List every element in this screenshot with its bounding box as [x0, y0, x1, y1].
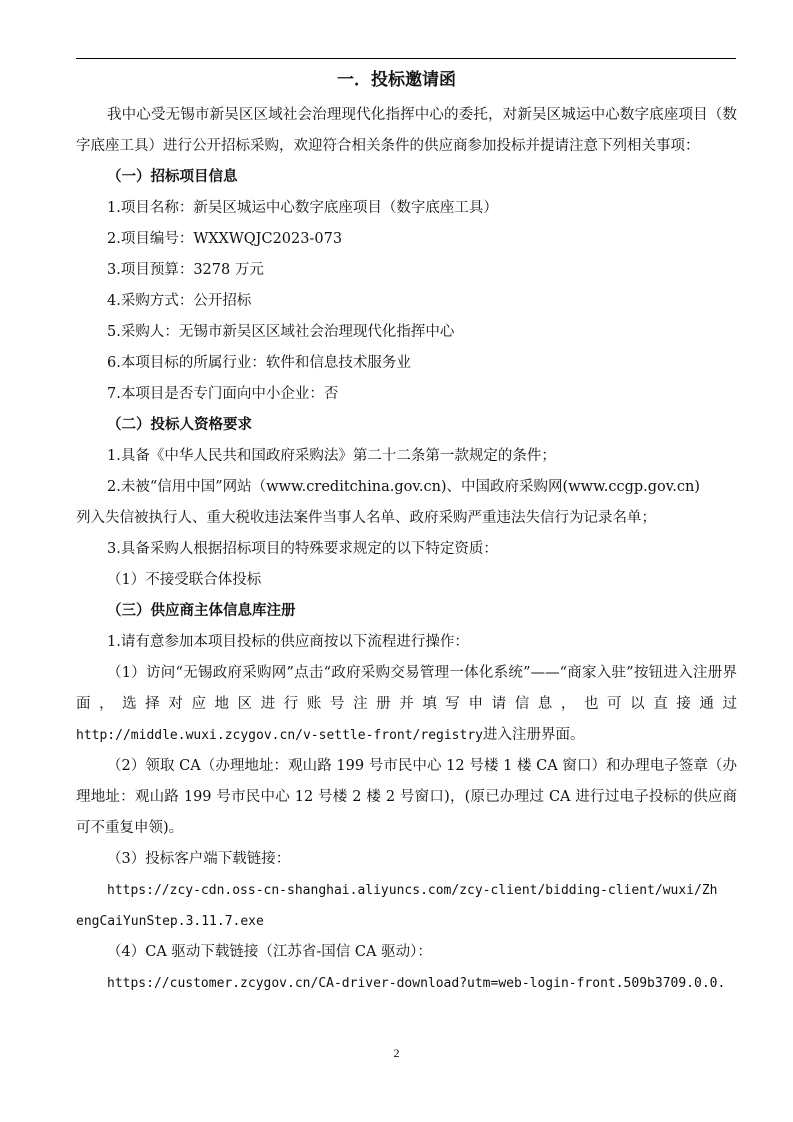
sme-oriented: 7.本项目是否专门面向中小企业：否 — [107, 386, 339, 402]
registration-text: （1）访问“无锡政府采购网”点击“政府采购交易管理一体化系统”——“商家入驻”按钮进入注册界面，选择对应地区进行账号注册并填写申请信息，也可以直接通过 — [76, 665, 737, 712]
section3-title: （三）供应商主体信息库注册 — [107, 603, 296, 619]
section1-title: （一）招标项目信息 — [107, 169, 238, 185]
qualification-2-line1: 2.未被“信用中国”网站（www.creditchina.gov.cn)、中国政府采购网(www.ccgp.gov.cn) — [107, 479, 700, 495]
project-name: 1.项目名称：新吴区城运中心数字底座项目（数字底座工具） — [107, 200, 498, 216]
page-number: 2 — [393, 1046, 400, 1060]
purchaser: 5.采购人：无锡市新吴区区域社会治理现代化指挥中心 — [107, 324, 455, 340]
registration-tail: 进入注册界面。 — [483, 727, 585, 743]
procurement-method: 4.采购方式：公开招标 — [107, 293, 252, 309]
qualification-3-sub: （1）不接受联合体投标 — [107, 572, 262, 588]
client-download-link-line2[interactable]: engCaiYunStep.3.11.7.exe — [76, 914, 264, 929]
ca-driver-label: （4）CA 驱动下载链接（江苏省-国信 CA 驱动）： — [107, 944, 432, 960]
page-title: 一．投标邀请函 — [337, 70, 456, 90]
registration-step: 1.请有意参加本项目投标的供应商按以下流程进行操作： — [107, 634, 469, 650]
registration-instructions — [76, 658, 737, 751]
document-body — [76, 100, 737, 999]
qualification-2-line2: 列入失信被执行人、重大税收违法案件当事人名单、政府采购严重违法失信行为记录名单； — [76, 510, 656, 526]
industry: 6.本项目标的所属行业：软件和信息技术服务业 — [107, 355, 411, 371]
project-budget: 3.项目预算：3278 万元 — [107, 262, 264, 278]
project-number: 2.项目编号：WXXWQJC2023-073 — [107, 231, 343, 247]
intro-paragraph: 我中心受无锡市新吴区区域社会治理现代化指挥中心的委托，对新吴区城运中心数字底座项目（数字底座工具）进行公开招标采购，欢迎符合相关条件的供应商参加投标并提请注意下列相关事项： — [76, 107, 737, 154]
client-download-link-line1[interactable]: https://zcy-cdn.oss-cn-shanghai.aliyuncs.com/zcy-client/bidding-client/wuxi/Zh — [107, 883, 718, 898]
section2-title: （二）投标人资格要求 — [107, 417, 252, 433]
registry-link[interactable]: http://middle.wuxi.zcygov.cn/v-settle-front/registry — [76, 728, 483, 743]
qualification-1: 1.具备《中华人民共和国政府采购法》第二十二条第一款规定的条件； — [107, 448, 556, 464]
qualification-3: 3.具备采购人根据招标项目的特殊要求规定的以下特定资质： — [107, 541, 498, 557]
ca-instructions: （2）领取 CA（办理地址：观山路 199 号市民中心 12 号楼 1 楼 CA 窗口）和办理电子签章（办理地址：观山路 199 号市民中心 12 号楼 2 楼 2 号窗口)，(原已办理过 CA 进行过电子投标的供应商可不重复申领)。 — [76, 758, 737, 836]
client-download-label: （3）投标客户端下载链接： — [107, 851, 291, 867]
ca-driver-link[interactable]: https://customer.zcygov.cn/CA-driver-download?utm=web-login-front.509b3709.0.0. — [107, 976, 726, 991]
header-rule — [76, 58, 736, 59]
